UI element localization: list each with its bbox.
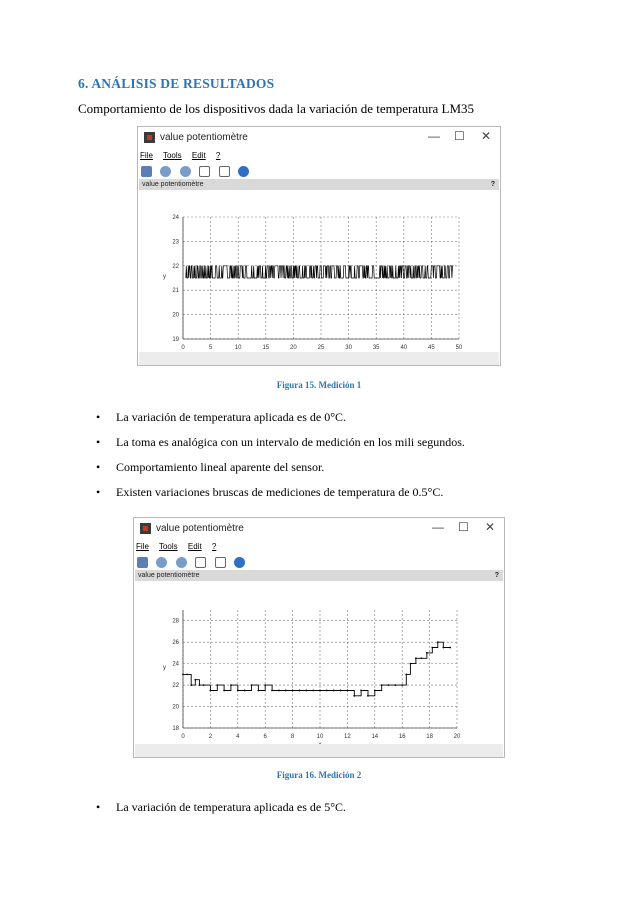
app-icon <box>144 132 155 143</box>
figure-label-bar <box>135 570 503 581</box>
bullet-item: • La toma es analógica con un intervalo de medición en los mili segundos. <box>96 435 465 450</box>
y-tick-label: 19 <box>172 337 179 343</box>
minimize-button[interactable]: — <box>428 129 440 143</box>
data-point <box>410 663 412 665</box>
menu-edit[interactable]: Edit <box>191 151 206 160</box>
y-tick-label: 22 <box>172 263 179 270</box>
data-point <box>426 652 428 654</box>
y-tick-label: 28 <box>172 618 179 625</box>
menu-help[interactable]: ? <box>215 151 221 160</box>
data-point <box>312 690 314 692</box>
series-line <box>186 266 454 278</box>
menu-tools[interactable]: Tools <box>158 542 178 551</box>
window-titlebar <box>138 127 500 149</box>
x-tick-label: 15 <box>262 345 270 351</box>
y-tick-label: 21 <box>172 288 179 295</box>
data-point <box>319 690 321 692</box>
data-point <box>216 684 218 686</box>
zoom-out-icon[interactable] <box>176 557 187 568</box>
menu-file[interactable]: File <box>140 151 153 160</box>
maximize-button[interactable]: ☐ <box>454 129 465 143</box>
x-tick-label: 10 <box>316 734 324 740</box>
window-titlebar <box>134 518 504 540</box>
x-tick-label: 0 <box>181 345 185 351</box>
rotate-icon[interactable] <box>195 557 206 568</box>
chart-1 <box>139 191 501 351</box>
data-point <box>333 690 335 692</box>
data-point <box>388 684 390 686</box>
data-point <box>237 690 239 692</box>
data-point <box>223 690 225 692</box>
window-title: value potentiomètre <box>156 523 244 534</box>
toolbar <box>137 554 249 568</box>
series-line <box>183 642 450 696</box>
data-point <box>186 673 188 675</box>
data-point <box>299 690 301 692</box>
y-tick-label: 26 <box>172 640 179 647</box>
y-tick-label: 20 <box>172 312 179 319</box>
data-point <box>442 647 444 649</box>
select-icon[interactable] <box>219 166 230 177</box>
x-tick-label: 10 <box>234 345 242 351</box>
section-heading: 6. ANÁLISIS DE RESULTADOS <box>78 76 275 91</box>
x-tick-label: 5 <box>208 345 213 351</box>
menu-help[interactable]: ? <box>211 542 217 551</box>
figure-help-button[interactable]: ? <box>490 181 495 188</box>
status-bar <box>135 744 503 757</box>
x-tick-label: 6 <box>263 734 267 740</box>
chart-2 <box>135 582 505 743</box>
help-icon[interactable] <box>234 557 245 568</box>
data-point <box>449 647 451 649</box>
bullet-item: • La variación de temperatura aplicada es de 0°C. <box>96 410 465 425</box>
data-point <box>230 684 232 686</box>
data-point <box>190 684 192 686</box>
plot-area <box>139 191 499 351</box>
data-point <box>182 673 184 675</box>
zoom-in-icon[interactable] <box>156 557 167 568</box>
datatip-icon[interactable] <box>137 557 148 568</box>
bullet-list-1 <box>96 410 465 510</box>
figure-help-button[interactable]: ? <box>494 572 499 579</box>
y-tick-label: 24 <box>172 215 179 221</box>
y-tick-label: 23 <box>172 239 179 246</box>
menu-edit[interactable]: Edit <box>187 542 202 551</box>
data-point <box>264 684 266 686</box>
x-tick-label: 16 <box>398 734 406 740</box>
x-tick-label: 0 <box>181 734 185 740</box>
menu-bar <box>136 542 224 551</box>
status-bar <box>139 352 499 365</box>
y-tick-label: 20 <box>172 704 179 711</box>
data-point <box>381 684 383 686</box>
menu-tools[interactable]: Tools <box>162 151 182 160</box>
y-tick-label: 18 <box>172 726 179 732</box>
data-point <box>394 684 396 686</box>
data-point <box>251 684 253 686</box>
data-point <box>367 695 369 697</box>
minimize-button[interactable]: — <box>432 520 444 534</box>
zoom-in-icon[interactable] <box>160 166 171 177</box>
x-tick-label: 18 <box>426 734 433 740</box>
x-tick-label: 8 <box>290 734 295 740</box>
data-point <box>420 657 422 659</box>
y-axis-label: y <box>163 665 166 671</box>
x-tick-label: 30 <box>345 345 352 351</box>
data-point <box>271 690 273 692</box>
data-point <box>415 657 417 659</box>
data-point <box>437 641 439 643</box>
maximize-button[interactable]: ☐ <box>458 520 469 534</box>
x-tick-label: 12 <box>344 734 351 740</box>
zoom-out-icon[interactable] <box>180 166 191 177</box>
plot-area <box>135 582 503 743</box>
figure-label-bar <box>139 179 499 190</box>
app-icon <box>140 523 151 534</box>
datatip-icon[interactable] <box>141 166 152 177</box>
data-point <box>374 690 376 692</box>
help-icon[interactable] <box>238 166 249 177</box>
close-button[interactable]: ✕ <box>481 129 492 143</box>
window-title: value potentiomètre <box>160 132 248 143</box>
data-point <box>203 684 205 686</box>
bullet-item: • Comportamiento lineal aparente del sensor. <box>96 460 465 475</box>
x-tick-label: 20 <box>453 734 461 740</box>
figure-1-caption: Figura 15. Medición 1 <box>276 380 362 390</box>
data-point <box>199 684 201 686</box>
x-tick-label: 25 <box>317 345 325 351</box>
data-point <box>292 690 294 692</box>
y-axis-label: y <box>163 274 166 280</box>
bullet-item: • La variación de temperatura aplicada es de 5°C. <box>96 800 346 815</box>
y-tick-label: 22 <box>172 683 179 690</box>
x-tick-label: 20 <box>290 345 297 351</box>
bullet-list-2 <box>96 800 346 825</box>
close-button[interactable]: ✕ <box>485 520 496 534</box>
data-point <box>401 684 403 686</box>
data-point <box>210 690 212 692</box>
x-tick-label: 45 <box>428 345 435 351</box>
menu-bar <box>140 151 228 160</box>
scilab-window-2 <box>133 517 505 758</box>
data-point <box>431 647 433 649</box>
figure-2-caption: Figura 16. Medición 2 <box>276 770 362 780</box>
data-point <box>285 690 287 692</box>
data-point <box>305 690 307 692</box>
data-point <box>353 695 355 697</box>
x-tick-label: 14 <box>371 734 379 740</box>
x-tick-label: 50 <box>455 345 463 351</box>
bullet-item: • Existen variaciones bruscas de mediciones de temperatura de 0.5°C. <box>96 485 465 500</box>
x-tick-label: 4 <box>236 734 240 740</box>
data-point <box>340 690 342 692</box>
data-point <box>347 690 349 692</box>
data-point <box>244 690 246 692</box>
rotate-icon[interactable] <box>199 166 210 177</box>
section-subtitle: Comportamiento de los dispositivos dada la variación de temperatura LM35 <box>78 101 475 116</box>
data-point <box>194 679 196 681</box>
data-point <box>360 690 362 692</box>
figure-label: value potentiomètre <box>142 181 204 188</box>
select-icon[interactable] <box>215 557 226 568</box>
data-point <box>326 690 328 692</box>
data-point <box>257 690 259 692</box>
scilab-window-1 <box>137 126 501 366</box>
figure-label: value potentiomètre <box>138 572 200 579</box>
toolbar <box>141 163 253 177</box>
x-tick-label: 35 <box>372 345 380 351</box>
data-point <box>278 690 280 692</box>
y-tick-label: 24 <box>172 661 179 668</box>
menu-file[interactable]: File <box>136 542 149 551</box>
x-tick-label: 2 <box>208 734 213 740</box>
x-tick-label: 40 <box>400 345 408 351</box>
data-point <box>405 673 407 675</box>
